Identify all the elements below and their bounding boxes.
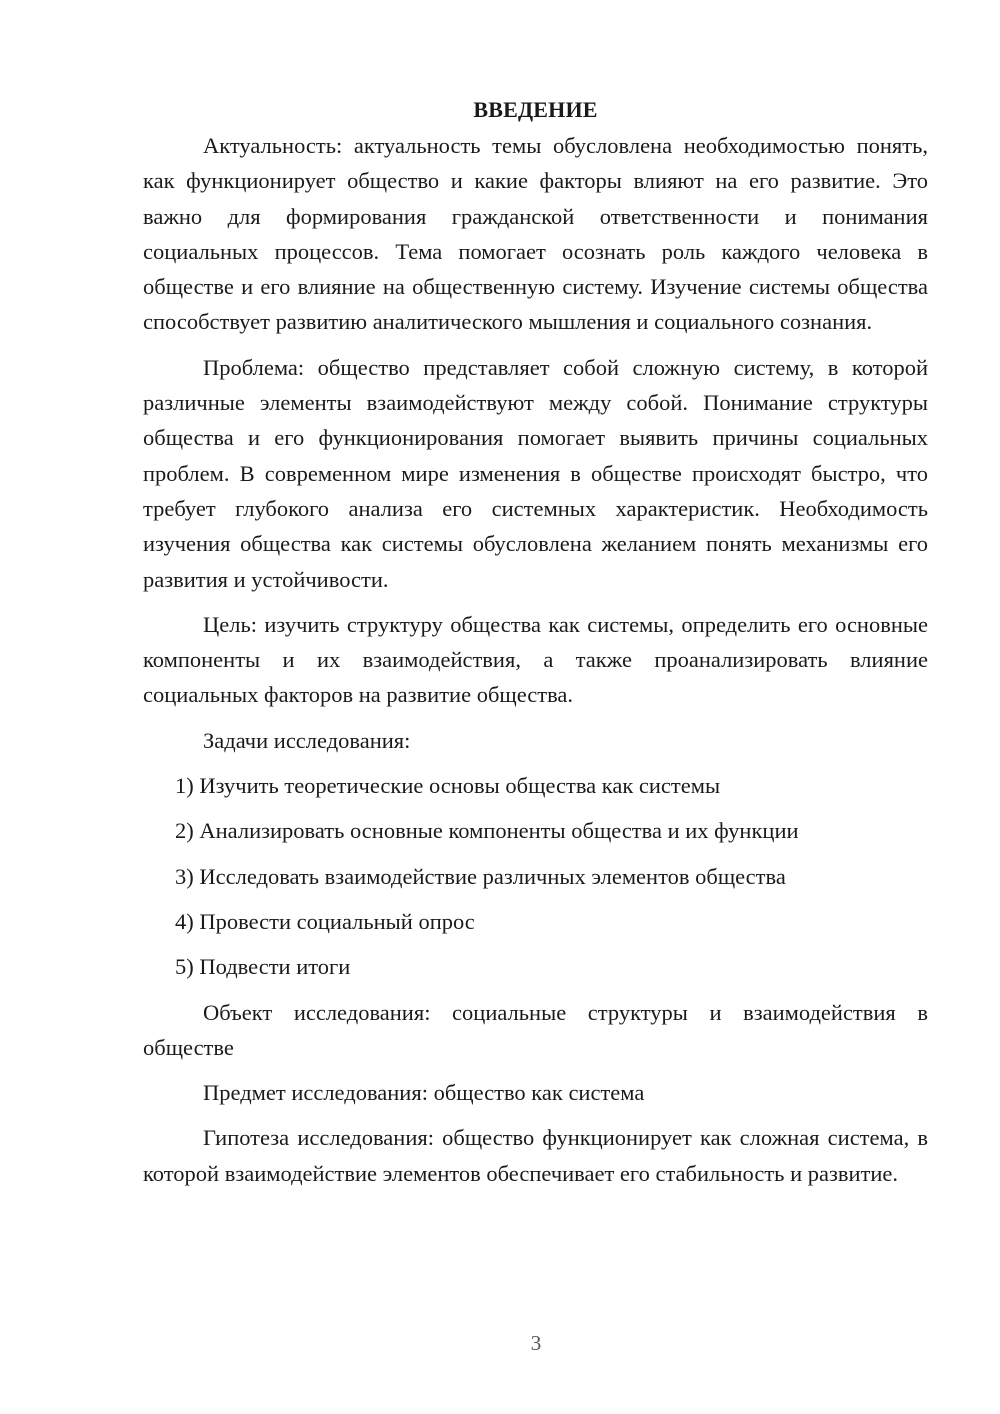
- page-title: ВВЕДЕНИЕ: [473, 97, 598, 122]
- subject-paragraph: Предмет исследования: общество как система: [203, 1080, 645, 1106]
- problem-paragraph: Проблема: общество представляет собой сложную систему, в которой различные элементы взаимодействуют между собой. Понимание структуры общества и его функционирования помогает выявить причины социальных проблем. В современном мире изменения в обществе происходят быстро, что требует глубокого анализа его системных характеристик. Необходимость изучения общества как системы обусловлена желанием понять механизмы его развития и устойчивости.: [143, 354, 928, 592]
- page-number: 3: [530, 1331, 542, 1355]
- list-item: 4) Провести социальный опрос: [175, 908, 475, 934]
- list-item: 5) Подвести итоги: [175, 954, 351, 980]
- list-item: 2) Анализировать основные компоненты общества и их функции: [175, 818, 799, 844]
- relevance-paragraph: Актуальность: актуальность темы обусловлена необходимостью понять, как функционирует общество и какие факторы влияют на его развитие. Это важно для формирования гражданской ответственности и понимания социальных процессов. Тема помогает осознать роль каждого человека в обществе и его влияние на общественную систему. Изучение системы общества способствует развитию аналитического мышления и социального сознания.: [143, 133, 928, 335]
- goal-paragraph: Цель: изучить структуру общества как системы, определить его основные компоненты и их взаимодействия, а также проанализировать влияние социальных факторов на развитие общества.: [143, 611, 928, 708]
- hypothesis-paragraph: Гипотеза исследования: общество функционирует как сложная система, в которой взаимодействие элементов обеспечивает его стабильность и развитие.: [143, 1125, 928, 1186]
- list-item: 1) Изучить теоретические основы общества как системы: [175, 773, 721, 799]
- document-page: [143, 92, 928, 1201]
- list-item: 3) Исследовать взаимодействие различных элементов общества: [175, 863, 786, 889]
- tasks-heading: Задачи исследования:: [203, 727, 411, 753]
- object-paragraph: Объект исследования: социальные структуры и взаимодействия в обществе: [143, 999, 928, 1060]
- tasks-list: [143, 768, 928, 984]
